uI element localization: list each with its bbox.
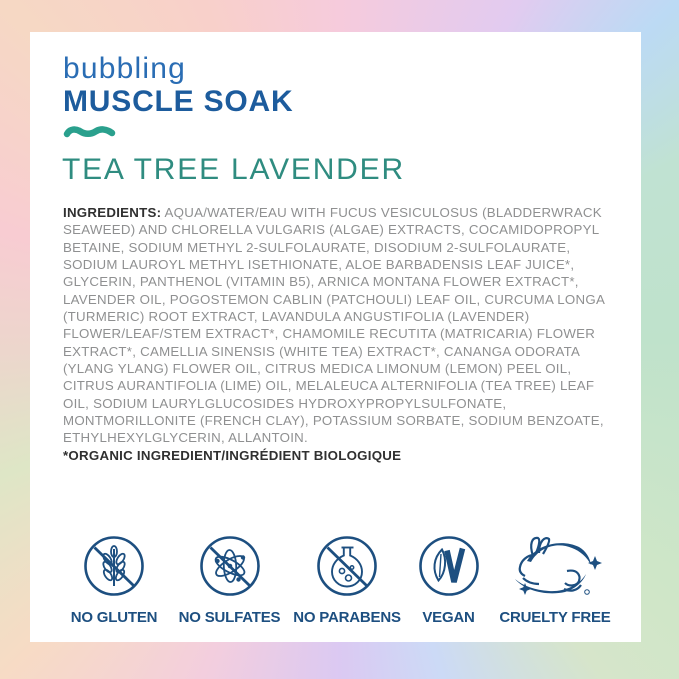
badge-label: CRUELTY FREE [499, 609, 611, 626]
badge-cruelty-free [492, 532, 618, 626]
organic-ingredient-note: *ORGANIC INGREDIENT/INGRÉDIENT BIOLOGIQUE [63, 447, 402, 463]
ingredients-list: AQUA/WATER/EAU WITH FUCUS VESICULOSUS (BLADDERWRACK SEAWEED) AND CHLORELLA VULGARIS (ALGAE) EXTRACTS, COCAMIDOPROPYL BETAINE, SODIUM METHYL 2-SULFOLAURATE, DISODIUM 2-SULFOLAURATE, SODIUM LAUROYL METHYL ISETHIONATE, ALOE BARBADENSIS LEAF JUICE*, GLYCERIN, PANTHENOL (VITAMIN B5), ARNICA MONTANA FLOWER EXTRACT*, LAVENDER OIL, POGOSTEMON CABLIN (PATCHOULI) LEAF OIL, CURCUMA LONGA (TURMERIC) ROOT EXTRACT, LAVANDULA ANGUSTIFOLIA (LAVENDER) FLOWER/LEAF/STEM EXTRACT*, CHAMOMILE RECUTITA (MATRICARIA) FLOWER EXTRACT*, CAMELLIA SINENSIS (WHITE TEA) EXTRACT*, CANANGA ODORATA (YLANG YLANG) FLOWER OIL, CITRUS MEDICA LIMONUM (LEMON) PEEL OIL, CITRUS AURANTIFOLIA (LIME) OIL, MELALEUCA ALTERNIFOLIA (TEA TREE) LEAF OIL, SODIUM LAURYLGLUCOSIDES HYDROXYPROPYLSULFONATE, MONTMORILLONITE (FRENCH CLAY), POTASSIUM SORBATE, SODIUM BENZOATE, ETHYLHEXYLGLYCERIN, ALLANTOIN. [63, 205, 605, 446]
no-parabens-icon [315, 534, 379, 598]
badge-label: NO PARABENS [293, 609, 401, 626]
product-name: MUSCLE SOAK [63, 85, 294, 118]
cruelty-free-icon [503, 533, 607, 599]
no-sulfates-icon [198, 534, 262, 598]
scent-name: TEA TREE LAVENDER [62, 153, 405, 186]
badge-label: VEGAN [422, 609, 475, 626]
badge-no-parabens [289, 532, 405, 626]
badge-no-gluten [58, 532, 170, 626]
brand-name: bubbling [63, 52, 187, 85]
badge-label: NO SULFATES [178, 609, 281, 626]
vegan-icon [417, 534, 481, 598]
badge-label: NO GLUTEN [70, 609, 158, 626]
ingredients-paragraph [63, 204, 619, 464]
badge-no-sulfates [172, 532, 288, 626]
no-gluten-icon [82, 534, 146, 598]
ingredients-label: INGREDIENTS: [63, 205, 162, 220]
badge-vegan [407, 532, 491, 626]
label-card [30, 32, 641, 642]
certification-badges-row [58, 532, 618, 626]
wave-divider-icon [63, 124, 117, 140]
